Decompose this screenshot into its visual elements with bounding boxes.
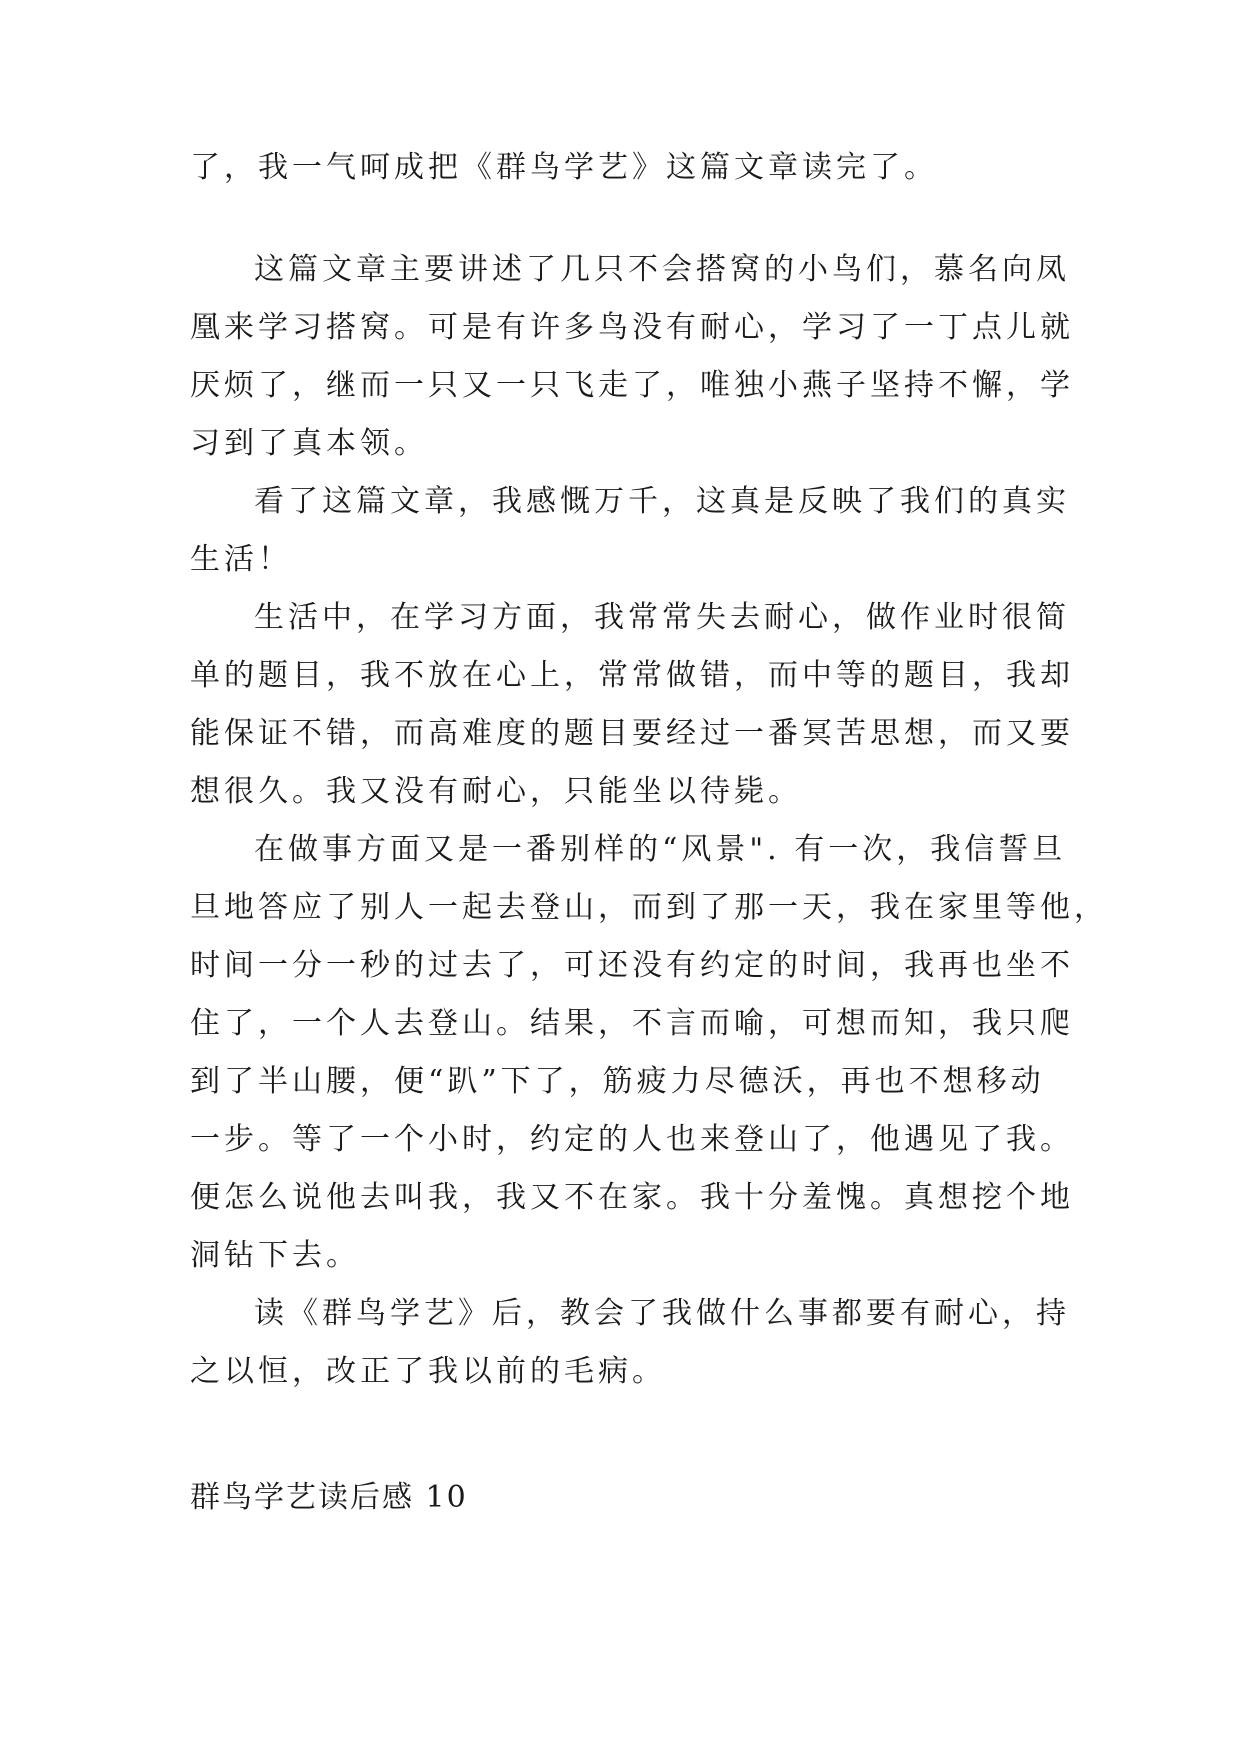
section-heading: 群鸟学艺读后感 10: [190, 1480, 468, 1515]
paragraph-line: 单的题目，我不放在心上，常常做错，而中等的题目，我却: [190, 658, 1074, 693]
paragraph-line: 生活中，在学习方面，我常常失去耐心，做作业时很简: [254, 600, 1070, 635]
paragraph-line: 读《群鸟学艺》后，教会了我做什么事都要有耐心，持: [254, 1296, 1070, 1331]
paragraph-line: 之以恒，改正了我以前的毛病。: [190, 1354, 666, 1389]
paragraph-line: 住了，一个人去登山。结果，不言而喻，可想而知，我只爬: [190, 1006, 1074, 1041]
paragraph-line: 厌烦了，继而一只又一只飞走了，唯独小燕子坚持不懈，学: [190, 368, 1074, 403]
paragraph-line: 凰来学习搭窝。可是有许多鸟没有耐心，学习了一丁点儿就: [190, 310, 1074, 345]
paragraph-line: 在做事方面又是一番别样的“风景". 有一次，我信誓旦: [254, 832, 1067, 867]
paragraph-line: 这篇文章主要讲述了几只不会搭窝的小鸟们，慕名向凤: [254, 252, 1070, 287]
paragraph-line: 一步。等了一个小时，约定的人也来登山了，他遇见了我。: [190, 1122, 1074, 1157]
paragraph-line: 时间一分一秒的过去了，可还没有约定的时间，我再也坐不: [190, 948, 1074, 983]
paragraph-line: 习到了真本领。: [190, 426, 428, 461]
paragraph-line: 旦地答应了别人一起去登山，而到了那一天，我在家里等他，: [190, 890, 1108, 925]
paragraph-line: 能保证不错，而高难度的题目要经过一番冥苦思想，而又要: [190, 716, 1074, 751]
paragraph-line: 生活！: [190, 542, 292, 577]
paragraph-line: 到了半山腰，便“趴”下了，筋疲力尽德沃，再也不想移动: [190, 1064, 1045, 1099]
paragraph-line: 便怎么说他去叫我，我又不在家。我十分羞愧。真想挖个地: [190, 1180, 1074, 1215]
paragraph-line: 洞钻下去。: [190, 1238, 360, 1273]
paragraph-line: 想很久。我又没有耐心，只能坐以待毙。: [190, 774, 802, 809]
paragraph-line: 了，我一气呵成把《群鸟学艺》这篇文章读完了。: [190, 150, 938, 185]
paragraph-line: 看了这篇文章，我感慨万千，这真是反映了我们的真实: [254, 484, 1070, 519]
